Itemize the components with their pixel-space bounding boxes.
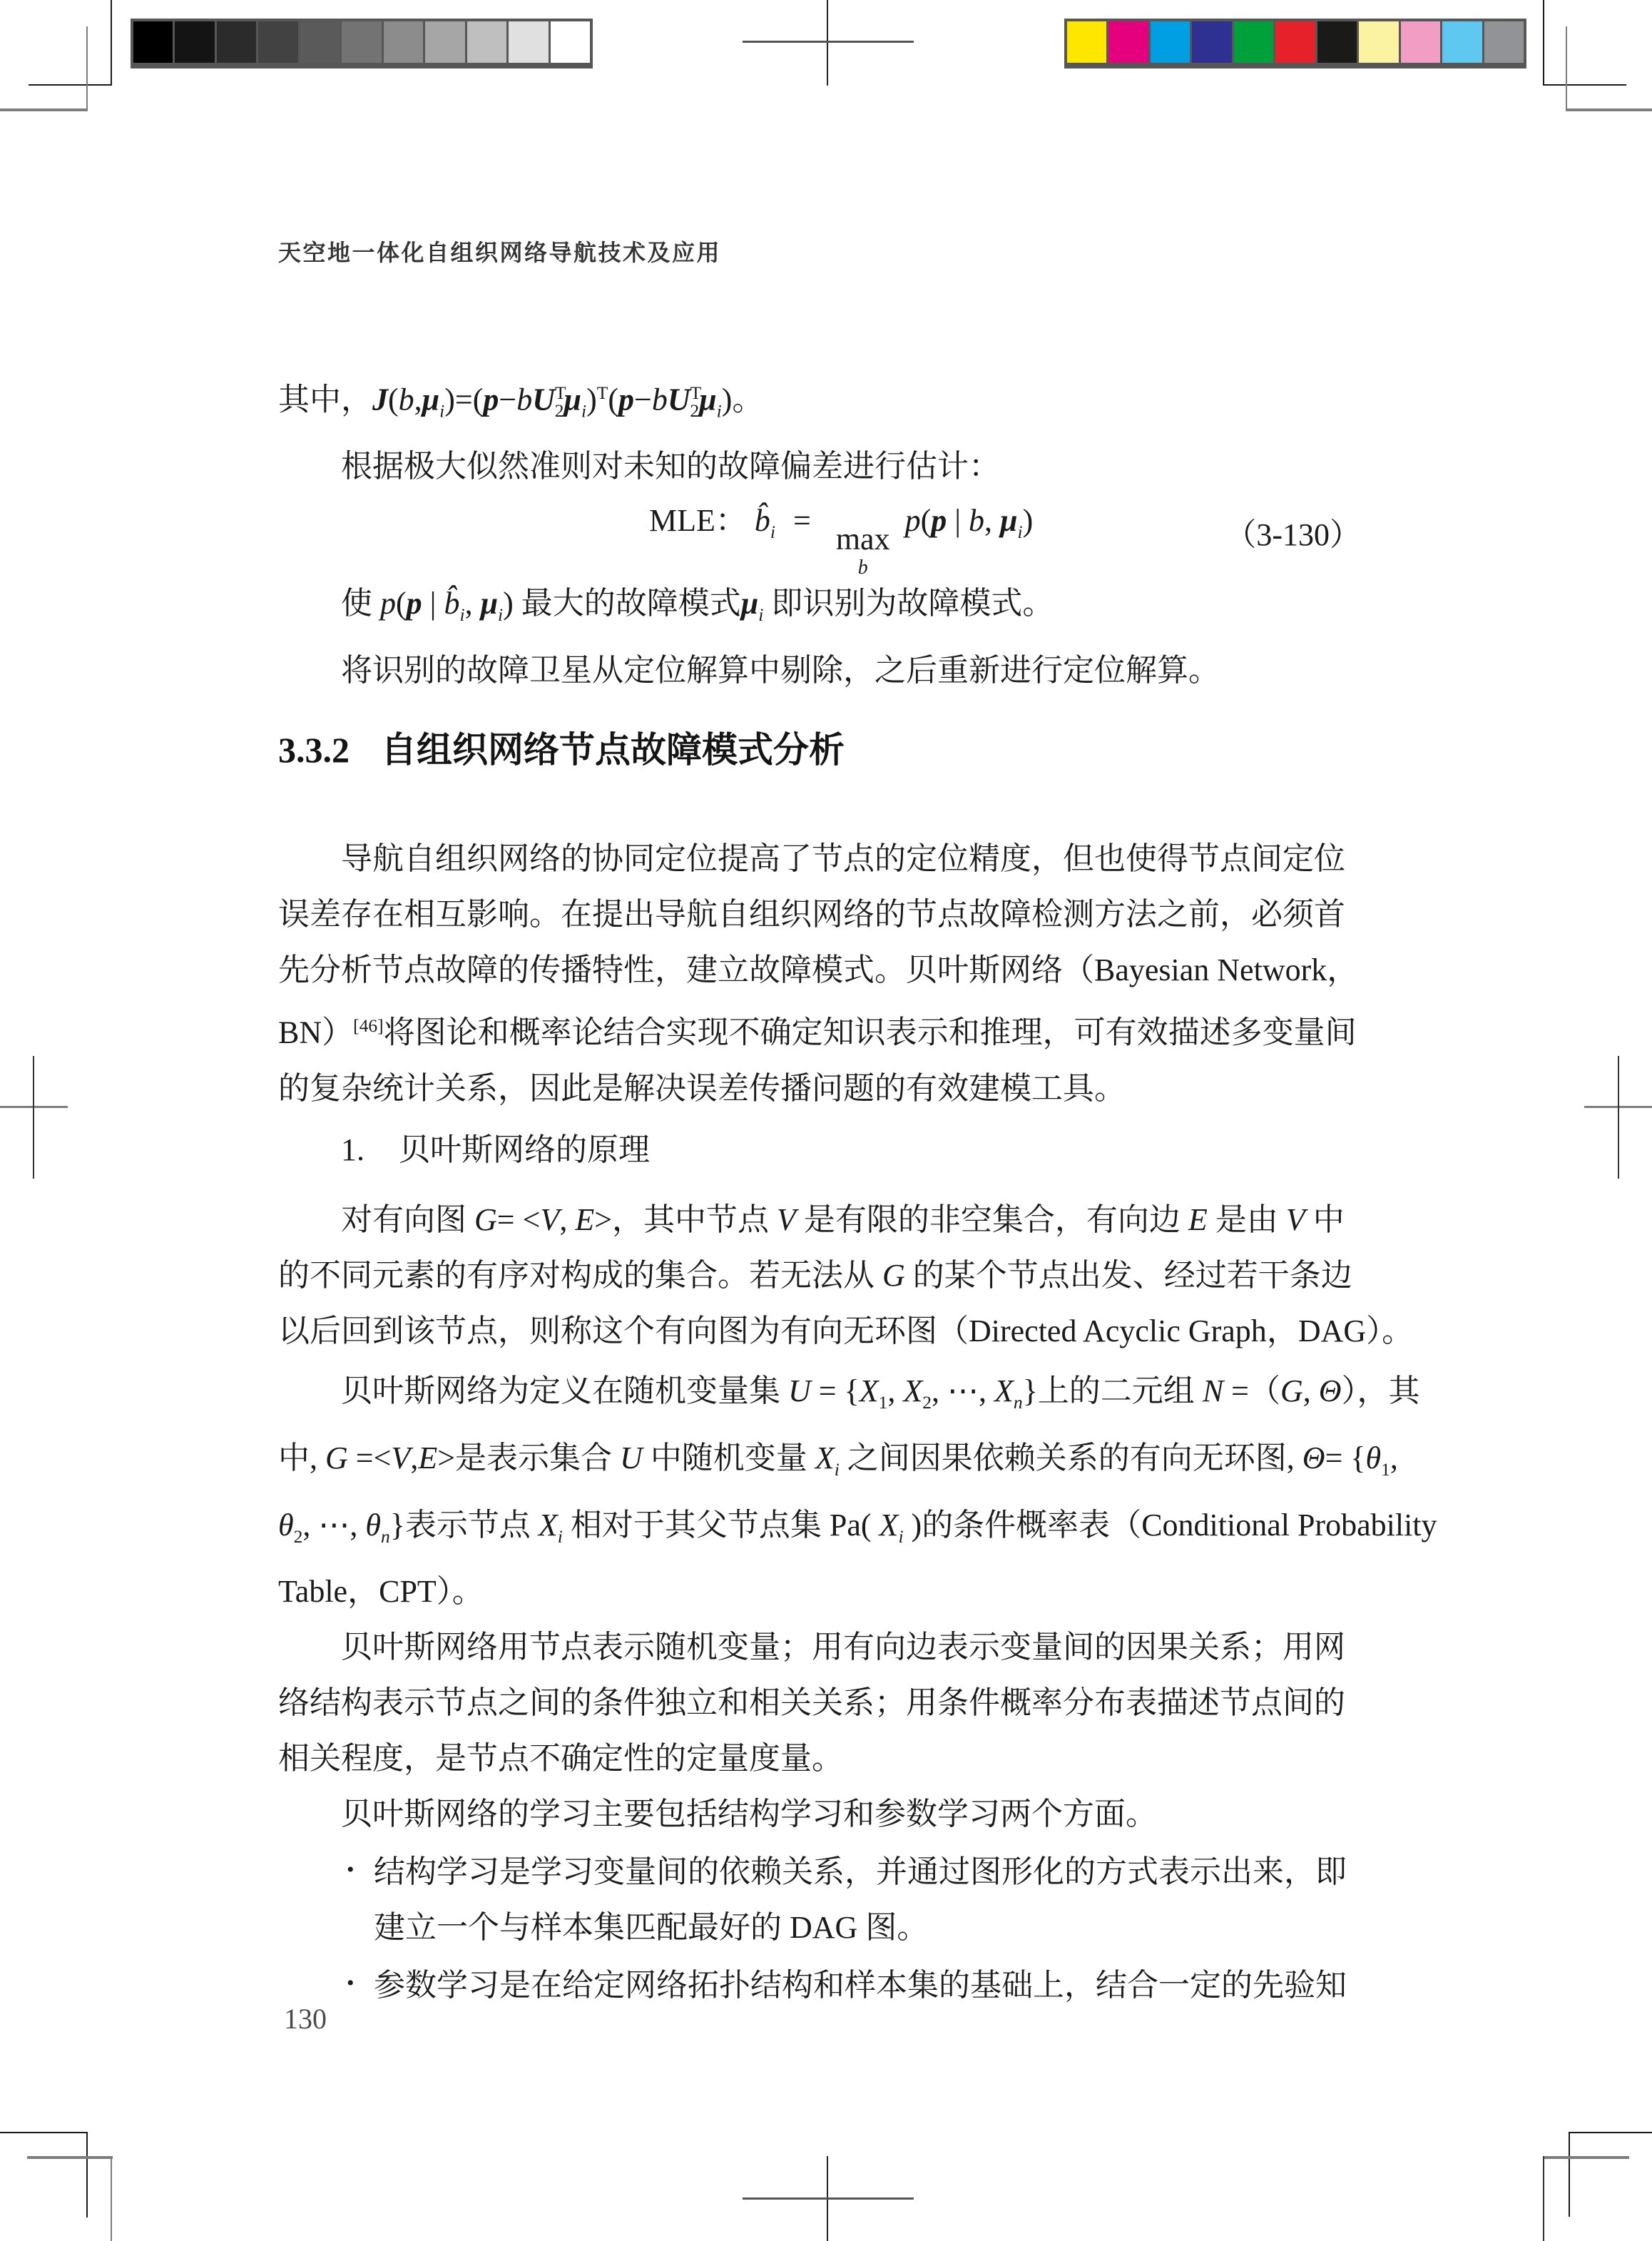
- text-token: V: [540, 1201, 560, 1237]
- text-token: 使: [341, 586, 380, 621]
- crop-mark-top-right-gray-horizontal: [1566, 108, 1652, 111]
- text-token: θ: [1365, 1440, 1382, 1475]
- bullet-item-structure-learning: [278, 1842, 1377, 1900]
- bullet-marker: •: [347, 1971, 355, 1996]
- text-line: [278, 1564, 1377, 1620]
- text-token: 对有向图: [341, 1201, 474, 1237]
- text-token: )=(: [444, 382, 484, 417]
- calibration-swatch: [1151, 21, 1190, 63]
- text-line: [278, 1787, 1377, 1842]
- crop-mark-top-right-horizontal: [1543, 84, 1626, 86]
- registration-mark-top-center-horizontal: [743, 41, 914, 43]
- text-token: , ⋯,: [932, 1373, 995, 1408]
- equals-sign: =: [792, 502, 811, 538]
- text-token: μ: [564, 382, 581, 417]
- text-token: −: [634, 382, 652, 417]
- equation-mle: [649, 493, 1033, 578]
- section-heading: [278, 728, 1377, 771]
- text-token: U: [667, 382, 690, 417]
- text-token: 其中，: [278, 382, 372, 417]
- equation-rhs: [904, 502, 1034, 542]
- equation-number: （3-130）: [1225, 517, 1361, 553]
- text-token: 贝叶斯网络为定义在随机变量集: [341, 1373, 788, 1408]
- section-title: 自组织网络节点故障模式分析: [381, 730, 845, 771]
- crop-mark-bottom-right-vertical: [1569, 2132, 1570, 2217]
- max-subscript: b: [857, 556, 868, 579]
- text-token: μ: [422, 382, 440, 417]
- text-token: 根据极大似然准则对未知的故障偏差进行估计：: [341, 449, 1000, 484]
- text-token: 导航自组织网络的协同定位提高了节点的定位精度，但也使得节点间定位: [341, 841, 1345, 877]
- text-token: G: [474, 1201, 497, 1237]
- text-token: 的不同元素的有序对构成的集合。若无法从: [278, 1257, 882, 1293]
- text-token: 将图论和概率论结合实现不确定知识表示和推理，可有效描述多变量间: [383, 1015, 1357, 1050]
- crop-mark-bottom-left-gray-vertical: [111, 2156, 112, 2241]
- text-token: Table: [278, 1574, 348, 1610]
- crop-mark-bottom-right-gray-horizontal: [1543, 2156, 1629, 2159]
- text-token: θ: [365, 1507, 382, 1543]
- crop-mark-top-left-horizontal: [29, 84, 112, 86]
- text-line: [278, 1363, 1420, 1431]
- bullet-text: [374, 1854, 1347, 1889]
- text-token: 之间因果依赖关系的有向无环图,: [839, 1440, 1302, 1475]
- text-token: N: [1202, 1373, 1224, 1408]
- text-line: [278, 1675, 1377, 1731]
- text-column: [278, 365, 1437, 2013]
- text-token: i: [898, 1525, 904, 1547]
- bullet-item-parameter-learning: [278, 1956, 1377, 2013]
- equation-row: [278, 494, 1377, 579]
- bullet-text: [374, 1968, 1347, 2003]
- text-token: 参数学习是在给定网络拓扑结构和样本集的基础上，结合一定的先验知: [374, 1968, 1347, 2003]
- running-header: 天空地一体化自组织网络导航技术及应用: [278, 240, 722, 265]
- text-token: }: [1022, 1373, 1038, 1408]
- text-token: 最大的故障模式: [521, 586, 741, 621]
- text-token: Θ: [1318, 1373, 1342, 1408]
- text-line: [278, 1620, 1377, 1675]
- text-token: (: [396, 586, 407, 621]
- text-token: i: [758, 604, 764, 626]
- text-line: [278, 1304, 1414, 1359]
- text-token: μ: [740, 586, 759, 621]
- text-token: E: [575, 1201, 595, 1237]
- text-line: [278, 1498, 1437, 1565]
- text-token: =<: [347, 1440, 392, 1475]
- text-token: i: [459, 604, 465, 626]
- calibration-swatch: [1484, 21, 1524, 63]
- text-token: i: [557, 1525, 563, 1547]
- calibration-swatch: [175, 21, 214, 63]
- text-token: 2: [293, 1525, 303, 1547]
- text-token: ，: [1266, 1313, 1298, 1348]
- text-line: [278, 831, 1377, 887]
- calibration-swatch: [1192, 21, 1231, 63]
- calibration-swatch: [133, 21, 173, 63]
- text-token: 即识别为故障模式。: [763, 586, 1054, 621]
- text-token: p: [904, 502, 921, 538]
- text-line: [278, 998, 1377, 1061]
- text-token: X: [538, 1507, 558, 1543]
- text-line: [278, 1061, 1377, 1117]
- text-token: 是表示集合: [455, 1440, 621, 1475]
- text-token: CPT: [379, 1574, 437, 1610]
- bullet-continuation-line: [278, 1900, 1377, 1956]
- text-token: p: [483, 382, 499, 417]
- crop-mark-top-left-vertical: [111, 0, 112, 86]
- text-token: J: [372, 382, 388, 417]
- text-line: [278, 1192, 1377, 1248]
- text-token: G: [325, 1440, 348, 1475]
- calibration-swatch: [384, 21, 423, 63]
- remove-line: [278, 643, 1377, 698]
- text-token: 。: [732, 382, 764, 417]
- text-token: 2: [922, 1391, 932, 1413]
- text-token: ): [503, 586, 521, 621]
- text-token: 1: [878, 1391, 888, 1413]
- text-token: μ: [1000, 502, 1018, 538]
- text-line: [278, 887, 1377, 942]
- registration-mark-right-vertical: [1618, 1056, 1619, 1179]
- paragraph-intro: [278, 831, 1377, 1117]
- text-token: i: [581, 400, 587, 422]
- calibration-swatch: [1401, 21, 1440, 63]
- text-token: }: [389, 1507, 405, 1543]
- text-token: 络结构表示节点之间的条件独立和相关关系；用条件概率分布表描述节点间的: [278, 1685, 1345, 1721]
- text-token: , ⋯,: [302, 1507, 366, 1543]
- text-token: 2: [554, 400, 564, 422]
- color-calibration-bar: [1064, 19, 1526, 68]
- text-token: = {: [1325, 1440, 1366, 1475]
- text-token: 图。: [857, 1910, 929, 1946]
- calibration-swatch: [1442, 21, 1482, 63]
- text-token: i: [716, 400, 722, 422]
- calibration-swatch: [342, 21, 381, 63]
- text-token: (: [920, 502, 932, 538]
- text-token: 建立一个与样本集匹配最好的: [374, 1910, 790, 1946]
- text-token: ,: [984, 502, 1001, 538]
- text-token: ): [586, 382, 597, 417]
- text-token: b: [398, 382, 414, 417]
- text-token: X: [903, 1373, 923, 1408]
- text-token: V: [1285, 1201, 1305, 1237]
- text-token: ，: [347, 1574, 379, 1610]
- calibration-swatch: [1359, 21, 1398, 63]
- calibration-swatch: [1108, 21, 1148, 63]
- text-token: 贝叶斯网络的学习主要包括结构学习和参数学习两个方面。: [341, 1797, 1157, 1832]
- text-token: T: [554, 382, 566, 403]
- formula-line-where: [278, 365, 1377, 439]
- text-token: >: [437, 1440, 456, 1475]
- text-token: 中随机变量: [642, 1440, 815, 1475]
- text-token: E: [1188, 1201, 1208, 1237]
- text-token: ,: [559, 1201, 576, 1237]
- text-token: [46]: [353, 1015, 384, 1037]
- registration-mark-top-center-vertical: [827, 0, 828, 86]
- calibration-swatch: [509, 21, 548, 63]
- text-token: i: [439, 400, 445, 422]
- text-token: 中: [1305, 1201, 1345, 1237]
- text-token: ,: [410, 1440, 419, 1475]
- text-token: b: [516, 382, 533, 417]
- crop-mark-bottom-left-vertical: [86, 2132, 88, 2217]
- text-token: ）: [322, 1015, 354, 1050]
- registration-mark-bottom-center-horizontal: [743, 2197, 914, 2200]
- text-token: p: [406, 586, 422, 621]
- text-token: 1: [1381, 1458, 1390, 1480]
- text-token: V: [391, 1440, 411, 1475]
- text-token: Conditional Probability: [1141, 1507, 1437, 1543]
- paragraph-representation: [278, 1620, 1377, 1787]
- text-token: n: [1013, 1391, 1023, 1413]
- text-token: (: [388, 382, 399, 417]
- text-token: DAG: [790, 1910, 858, 1946]
- text-token: ,: [464, 586, 481, 621]
- text-token: i: [1017, 521, 1023, 542]
- subheading-principle: [278, 1122, 1377, 1178]
- text-token: p: [931, 502, 947, 538]
- text-token: 是由: [1207, 1201, 1286, 1237]
- text-line: [278, 942, 1377, 998]
- calibration-swatch: [1317, 21, 1357, 63]
- crop-mark-bottom-right-horizontal: [1569, 2132, 1652, 2133]
- section-number: 3.3.2: [278, 730, 350, 771]
- text-token: 误差存在相互影响。在提出导航自组织网络的节点故障检测方法之前，必须首: [278, 897, 1345, 933]
- calibration-swatch: [1234, 21, 1273, 63]
- text-token: Θ: [1302, 1440, 1325, 1475]
- text-token: Bayesian Network: [1094, 952, 1327, 988]
- text-token: 的复杂统计关系，因此是解决误差传播问题的有效建模工具。: [278, 1070, 1126, 1106]
- max-operator: [835, 521, 890, 579]
- text-token: |: [947, 502, 969, 538]
- text-token: X: [815, 1440, 835, 1475]
- text-token: DAG: [1297, 1313, 1367, 1348]
- crop-mark-top-left-gray-vertical: [86, 26, 88, 111]
- text-token: = {: [810, 1373, 860, 1408]
- text-token: 将识别的故障卫星从定位解算中剔除，之后重新进行定位解算。: [341, 653, 1220, 688]
- subheading-title: 贝叶斯网络的原理: [399, 1132, 650, 1167]
- text-token: Pa(: [829, 1507, 879, 1543]
- b-hat-symbol: b̂: [754, 502, 770, 538]
- text-token: b̂: [444, 586, 460, 621]
- text-token: 是有限的非空集合，有向边: [795, 1201, 1188, 1237]
- mle-intro-line: [278, 439, 1377, 494]
- text-token: 的某个节点出发、经过若干条边: [904, 1257, 1352, 1293]
- crop-mark-top-right-gray-vertical: [1566, 26, 1567, 111]
- crop-mark-top-left-gray-horizontal: [0, 108, 88, 111]
- text-token: 表示节点: [404, 1507, 539, 1543]
- text-token: ,: [1302, 1373, 1319, 1408]
- text-token: 以后回到该节点，则称这个有向图为有向无环图（: [278, 1313, 969, 1348]
- text-token: Directed Acyclic Graph: [969, 1313, 1267, 1348]
- crop-mark-top-right-vertical: [1543, 0, 1544, 86]
- text-line: [278, 1731, 1377, 1787]
- text-token: X: [994, 1373, 1014, 1408]
- max-word: max: [835, 521, 890, 557]
- text-token: θ: [278, 1507, 294, 1543]
- text-token: 上的二元组: [1037, 1373, 1203, 1408]
- calibration-swatch: [1067, 21, 1106, 63]
- text-token: = <: [496, 1201, 541, 1237]
- text-token: ）。: [1366, 1313, 1414, 1348]
- text-line: [278, 1431, 1398, 1498]
- registration-mark-left-vertical: [33, 1056, 34, 1179]
- text-token: G: [882, 1257, 905, 1293]
- page-number: 130: [284, 2003, 327, 2035]
- text-token: ），其: [1341, 1373, 1420, 1408]
- text-token: 贝叶斯网络用节点表示随机变量；用有向边表示变量间的因果关系；用网: [341, 1630, 1345, 1665]
- text-token: μ: [699, 382, 717, 417]
- equation-label: MLE：: [649, 502, 747, 538]
- crop-mark-bottom-left-horizontal: [0, 2132, 88, 2133]
- text-line: [278, 1248, 1377, 1304]
- text-token: (: [608, 382, 618, 417]
- text-token: b: [651, 382, 668, 417]
- text-token: 相对于其父节点集: [562, 1507, 830, 1543]
- text-token: ,: [1390, 1440, 1398, 1475]
- text-token: =（: [1223, 1373, 1280, 1408]
- text-token: 的条件概率表（: [922, 1507, 1142, 1543]
- text-token: b: [969, 502, 985, 538]
- crop-mark-bottom-left-gray-horizontal: [27, 2156, 113, 2159]
- calibration-swatch: [467, 21, 506, 63]
- b-hat-subscript: i: [770, 521, 775, 542]
- grayscale-calibration-bar: [131, 19, 593, 68]
- text-token: p: [618, 382, 634, 417]
- text-token: U: [532, 382, 555, 417]
- text-token: X: [859, 1373, 879, 1408]
- text-token: −: [499, 382, 517, 417]
- text-token: μ: [480, 586, 499, 621]
- text-token: 结构学习是学习变量间的依赖关系，并通过图形化的方式表示出来，即: [374, 1854, 1347, 1890]
- calibration-swatch: [551, 21, 590, 63]
- crop-mark-bottom-right-gray-vertical: [1543, 2156, 1544, 2241]
- calibration-swatch: [217, 21, 256, 63]
- text-token: U: [620, 1440, 643, 1475]
- text-token: |: [422, 586, 444, 621]
- text-token: 中,: [278, 1440, 325, 1475]
- paragraph-definition: [278, 1363, 1437, 1620]
- text-token: >: [594, 1201, 613, 1237]
- text-token: X: [879, 1507, 899, 1543]
- bullet-marker: •: [347, 1858, 355, 1882]
- text-token: ,: [887, 1373, 904, 1408]
- text-token: E: [418, 1440, 438, 1475]
- calibration-swatch: [425, 21, 464, 63]
- text-token: n: [381, 1525, 390, 1547]
- text-token: BN: [278, 1015, 322, 1050]
- text-token: p: [380, 586, 396, 621]
- text-token: ，其中节点: [612, 1201, 777, 1237]
- text-token: G: [1280, 1373, 1303, 1408]
- text-token: 2: [690, 400, 700, 422]
- maximize-line: [278, 576, 1377, 643]
- text-token: ,: [414, 382, 422, 417]
- text-token: 先分析节点故障的传播特性，建立故障模式。贝叶斯网络（: [278, 952, 1094, 988]
- text-token: T: [596, 382, 608, 403]
- text-token: ): [721, 382, 733, 417]
- text-token: T: [690, 382, 702, 403]
- text-token: V: [777, 1201, 796, 1237]
- text-token: U: [788, 1373, 811, 1408]
- paragraph-digraph: [278, 1192, 1414, 1359]
- calibration-swatch: [300, 21, 340, 63]
- text-token: i: [498, 604, 504, 626]
- calibration-swatch: [258, 21, 297, 63]
- subheading-number: 1.: [341, 1132, 364, 1167]
- text-token: ): [903, 1507, 922, 1543]
- text-token: ，: [1327, 952, 1359, 988]
- calibration-swatch: [1275, 21, 1315, 63]
- text-token: ）。: [436, 1574, 484, 1610]
- paragraph-learning: [278, 1787, 1377, 1842]
- text-token: 相关程度，是节点不确定性的定量度量。: [278, 1741, 843, 1777]
- text-token: i: [834, 1458, 840, 1480]
- text-token: ): [1022, 502, 1034, 538]
